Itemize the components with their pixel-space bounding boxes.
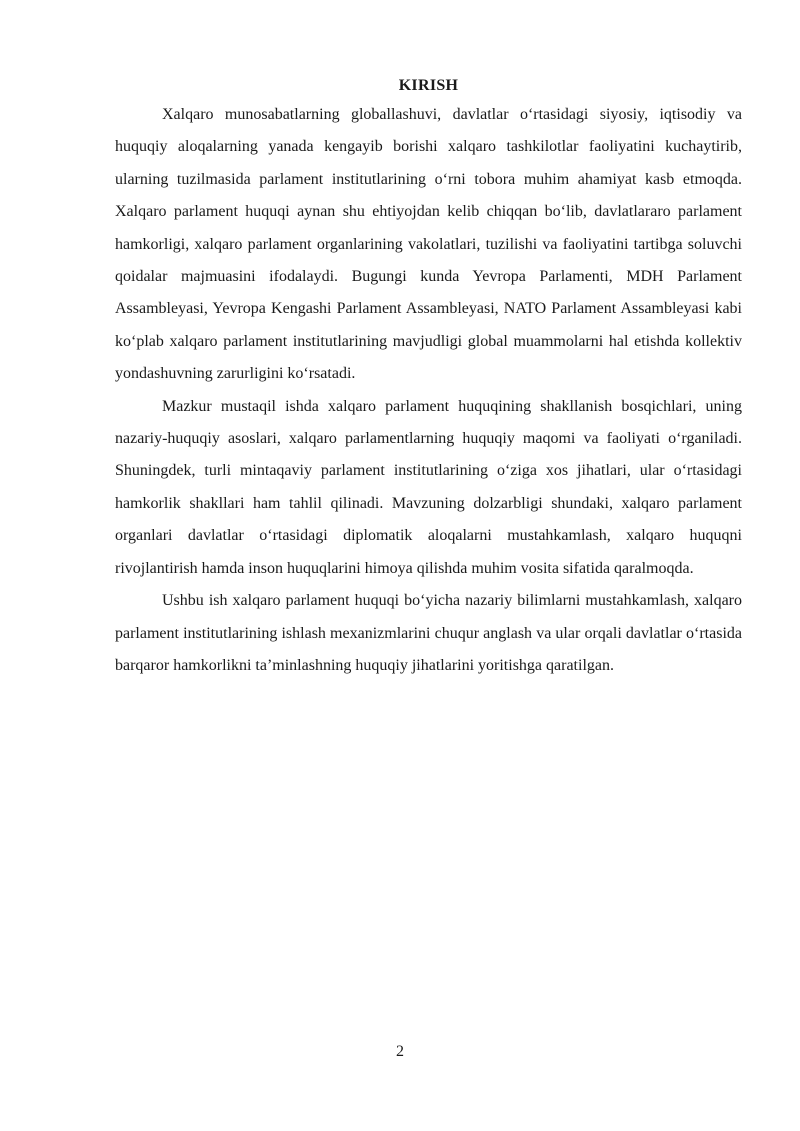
paragraph-3: Ushbu ish xalqaro parlament huquqi bo‘yicha nazariy bilimlarni mustahkamlash, xalqaro parlament institutlarining ishlash mexanizmlarini chuqur anglash va ular orqali davlatlar o‘rtasida barqaror hamkorlikni ta’minlashning huquqiy jihatlarini yoritishga qaratilgan. xyxy=(115,592,742,674)
section-heading: KIRISH xyxy=(398,77,459,94)
paragraph-2: Mazkur mustaqil ishda xalqaro parlament huquqining shakllanish bosqichlari, uning nazariy-huquqiy asoslari, xalqaro parlamentlarning huquqiy maqomi va faoliyati o‘rganiladi. Shuningdek, turli mintaqaviy parlament institutlarining o‘ziga xos jihatlari, ular o‘rtasidagi hamkorlik shakllari ham tahlil qilinadi. Mavzuning dolzarbligi shundaki, xalqaro parlament organlari davlatlar o‘rtasidagi diplomatik aloqalarni mustahkamlash, xalqaro huquqni rivojlantirish hamda inson huquqlarini himoya qilishda muhim vosita sifatida qaralmoqda. xyxy=(115,397,742,577)
page-number: 2 xyxy=(396,1043,404,1060)
page-content xyxy=(115,74,742,682)
paragraph-1: Xalqaro munosabatlarning globallashuvi, davlatlar o‘rtasidagi siyosiy, iqtisodiy va huquqiy aloqalarning yanada kengayib borishi xalqaro tashkilotlar faoliyatini kuchaytirib, ularning tuzilmasida parlament institutlarining o‘rni tobora muhim ahamiyat kasb etmoqda. Xalqaro parlament huquqi aynan shu ehtiyojdan kelib chiqqan bo‘lib, davlatlararo parlament hamkorligi, xalqaro parlament organlarining vakolatlari, tuzilishi va faoliyatini tartibga soluvchi qoidalar majmuasini ifodalaydi. Bugungi kunda Yevropa Parlamenti, MDH Parlament Assambleyasi, Yevropa Kengashi Parlament Assambleyasi, NATO Parlament Assambleyasi kabi ko‘plab xalqaro parlament institutlarining mavjudligi global muammolarni hal etishda kollektiv yondashuvning zarurligini ko‘rsatadi. xyxy=(115,106,742,383)
